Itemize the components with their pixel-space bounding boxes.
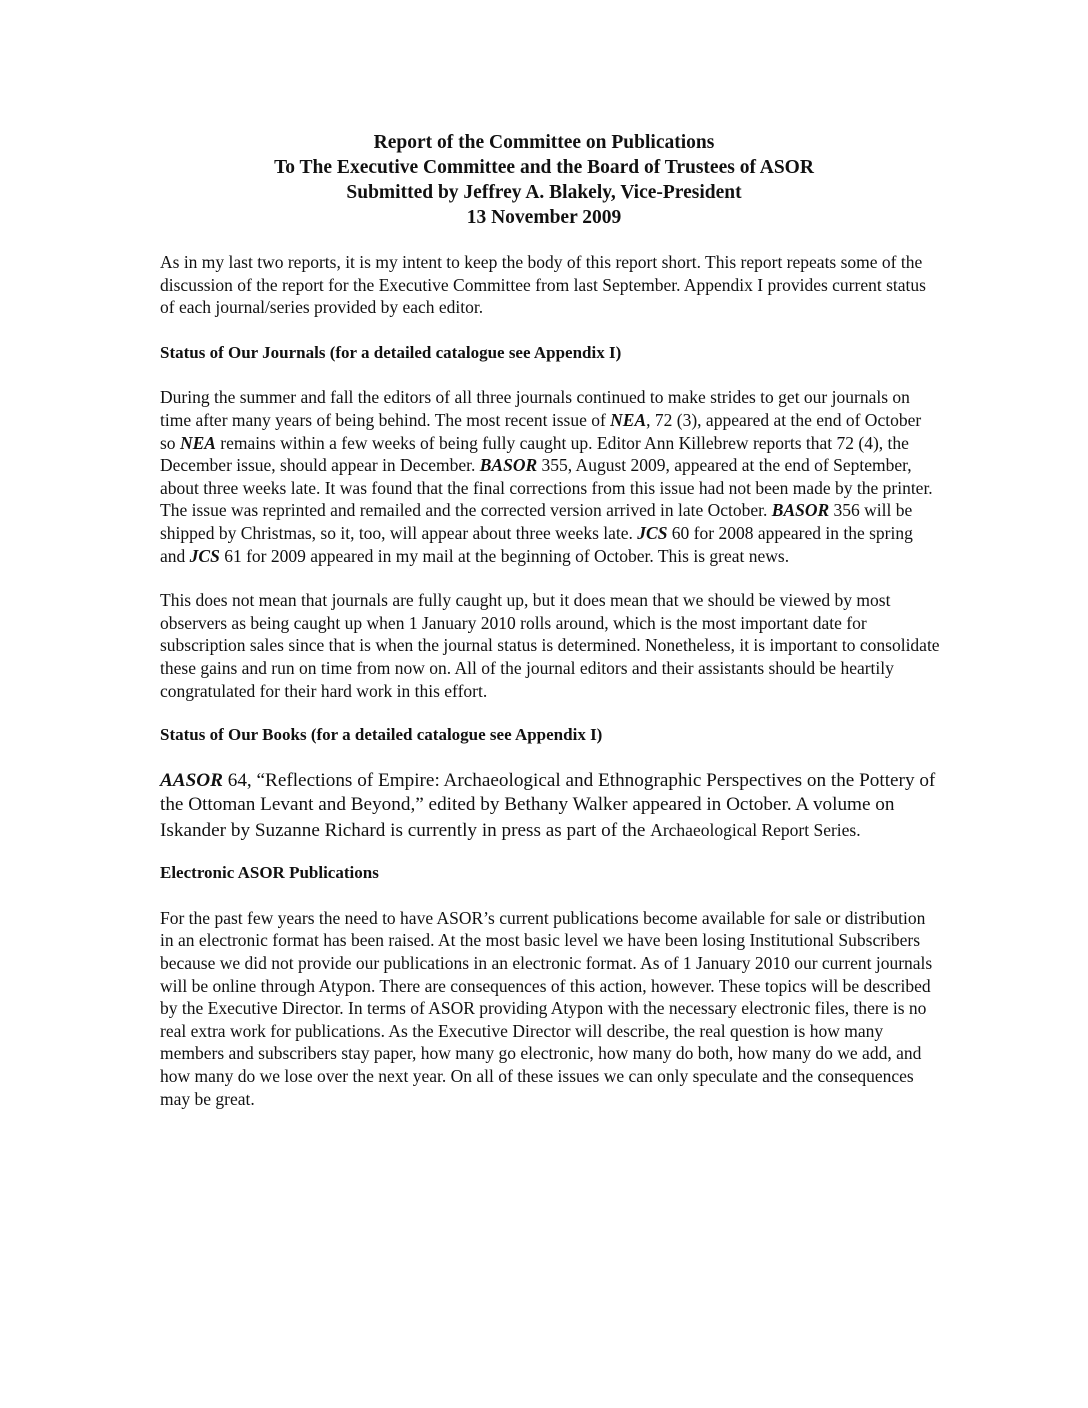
text-run: Archaeological Report Series. xyxy=(650,819,861,840)
journals-heading: Status of Our Journals (for a detailed catalogue see Appendix I) xyxy=(160,342,622,362)
text-run: 355, August 2009, appeared at the end of September, about three weeks late. It was found that the final corrections from this issue had not been made by the printer. The issue was reprinted and remailed and the corrected version arrived in late October. xyxy=(160,455,933,521)
title-line-3: Submitted by Jeffrey A. Blakely, Vice-President xyxy=(346,182,742,203)
report-title xyxy=(0,130,1088,230)
title-line-2: To The Executive Committee and the Board of Trustees of ASOR xyxy=(274,157,814,178)
journal-name-basor: BASOR xyxy=(771,500,830,521)
report-body xyxy=(160,251,940,1132)
title-line-1: Report of the Committee on Publications xyxy=(373,132,715,153)
intro-paragraph: As in my last two reports, it is my intent to keep the body of this report short. This report repeats some of the discussion of the report for the Executive Committee from last September. Appendix I provides current status of each journal/series provided by each editor. xyxy=(160,252,926,318)
journals-paragraph-2: This does not mean that journals are fully caught up, but it does mean that we should be viewed by most observers as being caught up when 1 January 2010 rolls around, which is the most important date for subscription sales since that is when the journal status is determined. Nonetheless, it is important to consolidate these gains and run on time from now on. All of the journal editors and their assistants should be heartily congratulated for their hard work in this effort. xyxy=(160,590,940,701)
text-run: 61 for 2009 appeared in my mail at the beginning of October. This is great news. xyxy=(219,545,790,566)
journal-name-jcs: JCS xyxy=(189,545,220,566)
text-run: 60 for 2008 appeared in the spring and xyxy=(160,522,913,566)
series-name-aasor: AASOR xyxy=(160,769,223,791)
text-run: During the summer and fall the editors of all three journals continued to make strides to get our journals on time after many years of being behind. The most recent issue of xyxy=(160,387,910,430)
journal-name-jcs: JCS xyxy=(637,522,668,543)
text-run: 64, “Reflections of Empire: Archaeological and Ethnographic Perspectives on the Pottery of the Ottoman Levant and Beyond,” edited by Bethany Walker appeared in October. A volume on Iskander by Suzanne Richard is currently in press as part of the xyxy=(160,769,936,841)
text-run: 356 will be shipped by Christmas, so it, too, will appear about three weeks late. xyxy=(160,500,913,543)
text-run: remains within a few weeks of being fully caught up. Editor Ann Killebrew reports that 72 (4), the December issue, should appear in December. xyxy=(160,432,909,476)
title-line-4-date: 13 November 2009 xyxy=(466,207,622,228)
books-heading: Status of Our Books (for a detailed catalogue see Appendix I) xyxy=(160,725,603,745)
books-paragraph xyxy=(160,769,940,844)
journal-name-nea: NEA xyxy=(179,432,216,453)
text-run: , 72 (3), appeared at the end of October so xyxy=(160,409,922,453)
journals-paragraph-1 xyxy=(160,386,940,567)
journal-name-basor: BASOR xyxy=(479,455,538,476)
electronic-paragraph: For the past few years the need to have ASOR’s current publications become available for sale or distribution in an electronic format has been raised. At the most basic level we have been losing Institutional Subscribers because we did not provide our publications in an electronic format. As of 1 January 2010 our current journals will be online through Atypon. There are consequences of this action, however. These topics will be described by the Executive Director. In terms of ASOR providing Atypon with the necessary electronic files, there is no real extra work for publications. As the Executive Director will describe, the real question is how many members and subscribers stay paper, how many go electronic, how many do both, how many do we add, and how many do we lose over the next year. On all of these issues we can only speculate and the consequences may be great. xyxy=(160,907,933,1109)
electronic-heading: Electronic ASOR Publications xyxy=(160,863,379,883)
journal-name-nea: NEA xyxy=(610,409,647,430)
